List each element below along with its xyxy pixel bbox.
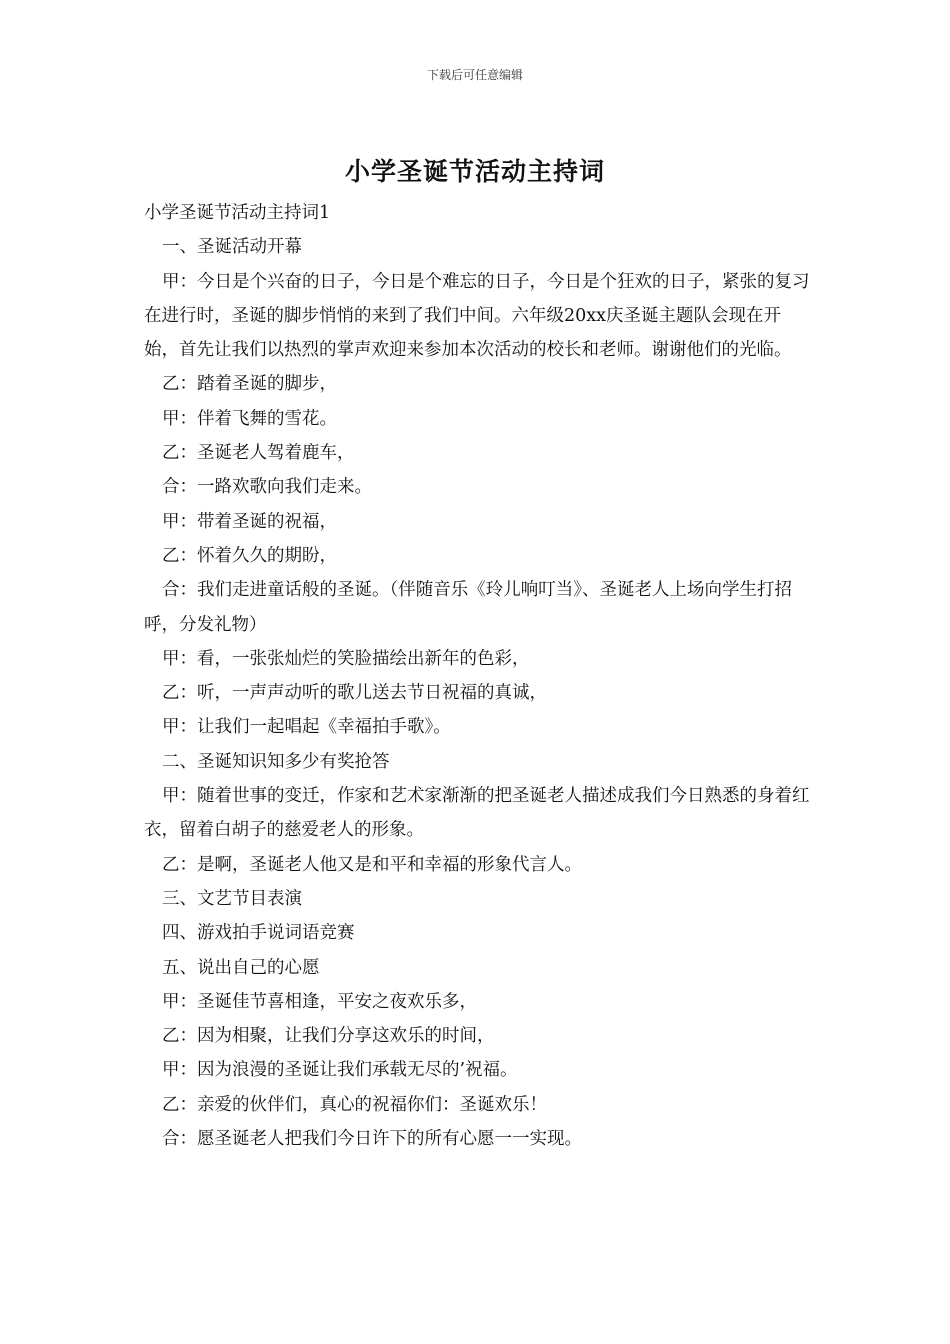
section-heading: 二、圣诞知识知多少有奖抢答 [162, 751, 390, 772]
body-paragraph: 乙：怀着久久的期盼， [162, 545, 337, 566]
section-heading: 一、圣诞活动开幕 [162, 237, 302, 258]
body-paragraph: 甲：看，一张张灿烂的笑脸描绘出新年的色彩， [162, 648, 530, 669]
body-paragraph: 乙：亲爱的伙伴们，真心的祝福你们：圣诞欢乐！ [162, 1094, 547, 1115]
body-paragraph: 乙：听，一声声动听的歌儿送去节日祝福的真诚， [162, 683, 547, 704]
body-paragraph: 合：愿圣诞老人把我们今日许下的所有心愿一一实现。 [162, 1129, 582, 1150]
body-paragraph: 乙：因为相聚，让我们分享这欢乐的时间， [162, 1026, 495, 1047]
body-paragraph: 合：一路欢歌向我们走来。 [162, 477, 372, 498]
subtitle-paragraph: 小学圣诞节活动主持词1 [144, 203, 331, 223]
body-paragraph: 甲：今日是个兴奋的日子，今日是个难忘的日子，今日是个狂欢的日子，紧张的复习在进行时，圣诞的脚步悄悄的来到了我们中间。六年级20xx庆圣诞主题队会现在开始，首先让我们以热烈的掌声欢迎来参加本次活动的校长和老师。谢谢他们的光临。 [144, 271, 810, 361]
body-paragraph: 甲：让我们一起唱起《幸福拍手歌》。 [162, 717, 451, 738]
body-paragraph: 甲：圣诞佳节喜相逢，平安之夜欢乐多， [162, 991, 477, 1012]
body-paragraph: 甲：因为浪漫的圣诞让我们承载无尽的’祝福。 [162, 1060, 518, 1081]
body-paragraph: 甲：伴着飞舞的雪花。 [162, 408, 337, 429]
document-title: 小学圣诞节活动主持词 [344, 157, 605, 186]
body-paragraph: 乙：踏着圣诞的脚步， [162, 374, 337, 395]
section-heading: 三、文艺节目表演 [162, 888, 302, 909]
body-paragraph: 合：我们走进童话般的圣诞。（伴随音乐《玲儿响叮当》、圣诞老人上场向学生打招呼，分发礼物） [144, 580, 792, 635]
body-paragraph: 甲：带着圣诞的祝福， [162, 511, 337, 532]
page-header-note: 下载后可任意编辑 [426, 68, 523, 82]
section-heading: 五、说出自己的心愿 [162, 957, 320, 978]
section-heading: 四、游戏拍手说词语竞赛 [162, 923, 355, 944]
document-body [144, 196, 812, 1156]
body-paragraph: 乙：圣诞老人驾着鹿车， [162, 443, 355, 464]
body-paragraph: 乙：是啊，圣诞老人他又是和平和幸福的形象代言人。 [162, 854, 582, 875]
body-paragraph: 甲：随着世事的变迁，作家和艺术家渐渐的把圣诞老人描述成我们今日熟悉的身着红衣，留着白胡子的慈爱老人的形象。 [144, 786, 810, 841]
